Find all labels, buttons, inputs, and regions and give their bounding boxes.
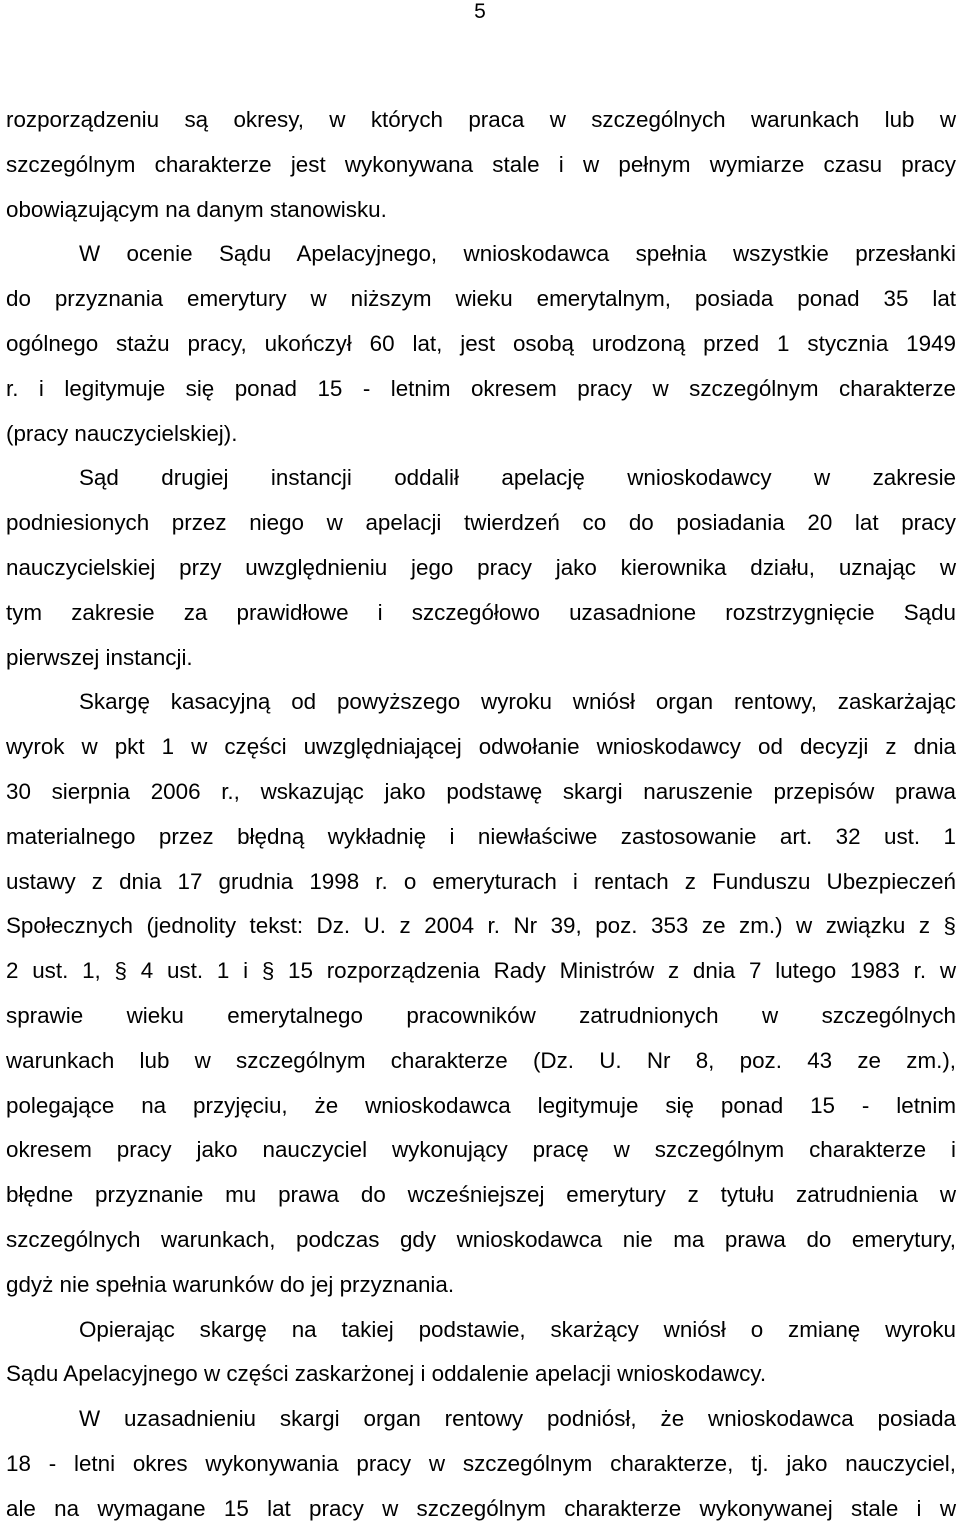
text-line: gdyż nie spełnia warunków do jej przyznania. bbox=[6, 1271, 455, 1297]
text-line: r. i legitymuje się ponad 15 - letnim okresem pracy w szczególnym charakterze bbox=[6, 375, 956, 401]
text-line: polegające na przyjęciu, że wnioskodawca legitymuje się ponad 15 - letnim bbox=[6, 1092, 956, 1118]
text-line: wyrok w pkt 1 w części uwzględniającej odwołanie wnioskodawcy od decyzji z dnia bbox=[6, 734, 956, 760]
text-line: W uzasadnieniu skargi organ rentowy podniósł, że wnioskodawca posiada bbox=[79, 1406, 956, 1432]
text-line: ustawy z dnia 17 grudnia 1998 r. o emeryturach i rentach z Funduszu Ubezpieczeń bbox=[6, 868, 956, 894]
body-text bbox=[6, 98, 956, 1532]
text-line: Skargę kasacyjną od powyższego wyroku wniósł organ rentowy, zaskarżając bbox=[79, 689, 956, 715]
text-line: Sąd drugiej instancji oddalił apelację wnioskodawcy w zakresie bbox=[79, 465, 956, 491]
text-line: Opierając skargę na takiej podstawie, skarżący wniósł o zmianę wyroku bbox=[79, 1316, 956, 1342]
text-line: podniesionych przez niego w apelacji twierdzeń co do posiadania 20 lat pracy bbox=[6, 510, 956, 536]
text-line: 30 sierpnia 2006 r., wskazując jako podstawę skargi naruszenie przepisów prawa bbox=[6, 778, 956, 804]
text-line: 2 ust. 1, § 4 ust. 1 i § 15 rozporządzenia Rady Ministrów z dnia 7 lutego 1983 r. w bbox=[6, 958, 956, 984]
text-line: tym zakresie za prawidłowe i szczegółowo uzasadnione rozstrzygnięcie Sądu bbox=[6, 599, 956, 625]
text-line: ale na wymagane 15 lat pracy w szczególnym charakterze wykonywanej stale i w bbox=[6, 1495, 956, 1521]
text-line: Społecznych (jednolity tekst: Dz. U. z 2004 r. Nr 39, poz. 353 ze zm.) w związku z § bbox=[6, 913, 956, 939]
text-line: Sądu Apelacyjnego w części zaskarżonej i oddalenie apelacji wnioskodawcy. bbox=[6, 1361, 767, 1387]
text-line: szczególnym charakterze jest wykonywana stale i w pełnym wymiarze czasu pracy bbox=[6, 151, 956, 177]
text-line: pierwszej instancji. bbox=[6, 644, 193, 670]
text-line: błędne przyznanie mu prawa do wcześniejszej emerytury z tytułu zatrudnienia w bbox=[6, 1182, 956, 1208]
text-line: do przyznania emerytury w niższym wieku emerytalnym, posiada ponad 35 lat bbox=[6, 286, 956, 312]
text-line: rozporządzeniu są okresy, w których praca w szczególnych warunkach lub w bbox=[6, 107, 956, 132]
text-line: (pracy nauczycielskiej). bbox=[6, 420, 238, 446]
text-line: okresem pracy jako nauczyciel wykonujący pracę w szczególnym charakterze i bbox=[6, 1137, 956, 1163]
text-line: sprawie wieku emerytalnego pracowników zatrudnionych w szczególnych bbox=[6, 1002, 956, 1028]
text-line: 18 - letni okres wykonywania pracy w szczególnym charakterze, tj. jako nauczyciel, bbox=[6, 1450, 956, 1476]
text-line: warunkach lub w szczególnym charakterze (Dz. U. Nr 8, poz. 43 ze zm.), bbox=[6, 1047, 956, 1073]
page-number: 5 bbox=[474, 0, 486, 23]
text-line: obowiązującym na danym stanowisku. bbox=[6, 196, 387, 222]
text-line: szczególnych warunkach, podczas gdy wnioskodawca nie ma prawa do emerytury, bbox=[6, 1226, 956, 1252]
text-line: nauczycielskiej przy uwzględnieniu jego pracy jako kierownika działu, uznając w bbox=[6, 554, 956, 580]
text-line: materialnego przez błędną wykładnię i niewłaściwe zastosowanie art. 32 ust. 1 bbox=[6, 823, 956, 849]
text-line: W ocenie Sądu Apelacyjnego, wnioskodawca spełnia wszystkie przesłanki bbox=[79, 241, 956, 267]
text-line: ogólnego stażu pracy, ukończył 60 lat, jest osobą urodzoną przed 1 stycznia 1949 bbox=[6, 330, 956, 356]
